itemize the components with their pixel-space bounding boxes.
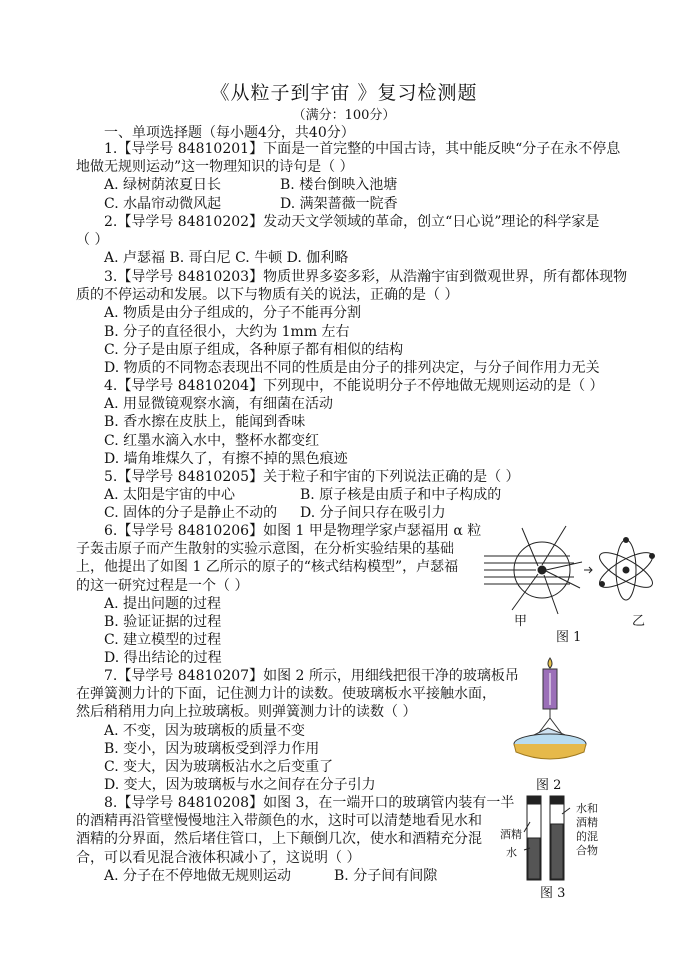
q4-option-d: D. 墙角堆煤久了，有擦不掉的黑色痕迹 (104, 450, 348, 467)
q7-line2: 在弹簧测力计的下面，记住测力计的读数。使玻璃板水平接触水面， (76, 686, 496, 703)
q8-line1: 8.【导学号 84810208】如图 3，在一端开口的玻璃管内装有一半 (104, 795, 515, 811)
q4-option-c: C. 红墨水滴入水中，整杯水都变红 (104, 432, 320, 449)
q4-line1: 4.【导学号 84810204】下列现中，不能说明分子不停地做无规则运动的是（ ） (104, 378, 604, 394)
section-heading: 一、单项选择题（每小题4分，共40分） (104, 125, 355, 141)
q3-option-b: B. 分子的直径很小，大约为 1mm 左右 (104, 323, 350, 340)
q3-option-a: A. 物质是由分子组成的，分子不能再分割 (104, 305, 362, 322)
q7-option-a: A. 不变，因为玻璃板的质量不变 (104, 722, 306, 739)
q7-option-b: B. 变小，因为玻璃板受到浮力作用 (104, 740, 320, 757)
q1-option-c: C. 水晶帘动微风起 (104, 195, 222, 212)
alpha-scattering-diagram (484, 526, 582, 614)
question-2 (76, 213, 616, 268)
question-5 (76, 468, 616, 523)
q1-option-b: B. 楼台倒映入池塘 (280, 177, 398, 194)
q1-line2: 地做无规则运动”这一物理知识的诗句是（ ） (76, 159, 354, 176)
q5-options-ab (76, 486, 616, 504)
q8-line3: 酒精的分界面，然后堵住管口，上下颠倒几次，使水和酒精充分混 (76, 831, 482, 848)
q8-line4: 合，可以看见混合液体积减小了，这说明（ ） (76, 849, 361, 866)
mixture-label-line3: 的混 (576, 830, 598, 843)
atom-model-diagram (595, 538, 657, 601)
q6-line4: 的这一研究过程是一个（ ） (76, 577, 249, 594)
q8-line2: 的酒精再沿管壁慢慢地注入带颜色的水，这时可以清楚地看见水和 (76, 813, 482, 830)
q3-line2: 质的不停运动和发展。以下与物质有关的说法，正确的是（ ） (76, 287, 459, 304)
q6-option-b: B. 验证证据的过程 (104, 613, 222, 630)
q1-option-a: A. 绿树荫浓夏日长 (104, 177, 222, 194)
q6-line2: 子轰击原子而产生散射的实验示意图，在分析实验结果的基础 (76, 541, 454, 558)
q7-option-c: C. 变大，因为玻璃板沾水之后变重了 (104, 758, 334, 775)
q4-option-b: B. 香水擦在皮肤上，能闻到香味 (104, 414, 306, 431)
q1-line1: 1.【导学号 84810201】下面是一首完整的中国古诗，其中能反映“分子在永不停息 (104, 141, 621, 157)
question-6 (76, 522, 482, 668)
q5-option-b: B. 原子核是由质子和中子构成的 (300, 487, 502, 504)
q7-option-d: D. 变大，因为玻璃板与水之间存在分子引力 (104, 777, 376, 794)
question-8 (76, 794, 515, 885)
figure-3-label-water: 水 (506, 846, 517, 859)
q5-option-c: C. 固体的分子是静止不动的 (104, 505, 278, 522)
page-title: 《从粒子到宇宙 》复习检测题 (210, 82, 478, 104)
q1-options-ab (76, 176, 616, 194)
figure-3-label-mixture (576, 802, 598, 858)
q2-line1: 2.【导学号 84810202】发动天文学领域的革命，创立“日心说”理论的科学家是 (104, 214, 600, 230)
q8-option-a: A. 分子在不停地做无规则运动 (104, 867, 292, 884)
q3-option-c: C. 分子是由原子组成，各种原子都有相似的结构 (104, 341, 404, 358)
question-7 (76, 667, 519, 794)
q6-option-c: C. 建立模型的过程 (104, 632, 222, 649)
figure-1-diagram (484, 518, 664, 618)
figure-1-jia-label: 甲 (514, 614, 528, 629)
q1-option-d: D. 满架蔷薇一院香 (280, 195, 398, 212)
figure-3-caption: 图 3 (540, 886, 566, 901)
q7-line3: 然后稍稍用力向上拉玻璃板。则弹簧测力计的读数（ ） (76, 704, 417, 721)
q6-option-d: D. 得出结论的过程 (104, 650, 222, 667)
q3-line1: 3.【导学号 84810203】物质世界多姿多彩，从浩瀚宇宙到微观世界，所有都体现物 (104, 269, 628, 285)
figure-2-caption: 图 2 (536, 778, 562, 793)
question-4 (76, 377, 616, 468)
left-tube-water (528, 838, 540, 879)
page-subtitle: （满分：100分） (292, 108, 396, 123)
q5-option-a: A. 太阳是宇宙的中心 (104, 487, 236, 504)
q6-line1: 6.【导学号 84810206】如图 1 甲是物理学家卢瑟福用 α 粒 (104, 523, 482, 539)
right-tube-mixture (551, 824, 563, 879)
q1-options-cd (76, 195, 616, 213)
q2-options: A. 卢瑟福 B. 哥白尼 C. 牛顿 D. 伽利略 (104, 250, 349, 267)
q5-option-d: D. 分子间只存在吸引力 (300, 505, 446, 522)
q6-line3: 上，他提出了如图 1 乙所示的原子的“核式结构模型”，卢瑟福 (76, 559, 459, 576)
q8-option-b: B. 分子间有间隙 (334, 867, 438, 884)
q6-option-a: A. 提出问题的过程 (104, 595, 222, 612)
hook-icon (548, 658, 552, 668)
question-3 (76, 268, 628, 377)
figure-1-caption: 图 1 (556, 630, 582, 645)
q2-line2: （ ） (76, 232, 109, 249)
q7-line1: 7.【导学号 84810207】如图 2 所示，用细线把很干净的玻璃板吊 (104, 668, 519, 684)
figure-1-yi-label: 乙 (632, 614, 646, 629)
q8-options-ab (76, 867, 496, 885)
q4-option-a: A. 用显微镜观察水滴，有细菌在活动 (104, 396, 334, 413)
arrow-icon (584, 567, 592, 573)
q5-line1: 5.【导学号 84810205】关于粒子和宇宙的下列说法正确的是（ ） (104, 469, 520, 485)
q3-option-d: D. 物质的不同物态表现出不同的性质是由分子的排列决定，与分子间作用力无关 (104, 359, 600, 376)
mixture-label-line1: 水和 (576, 802, 598, 815)
figure-2-diagram (510, 656, 590, 770)
figure-3-label-alcohol: 酒精 (500, 828, 522, 841)
mixture-label-line4: 合物 (576, 844, 598, 857)
mixture-label-line2: 酒精 (576, 816, 598, 829)
question-1 (76, 140, 621, 213)
